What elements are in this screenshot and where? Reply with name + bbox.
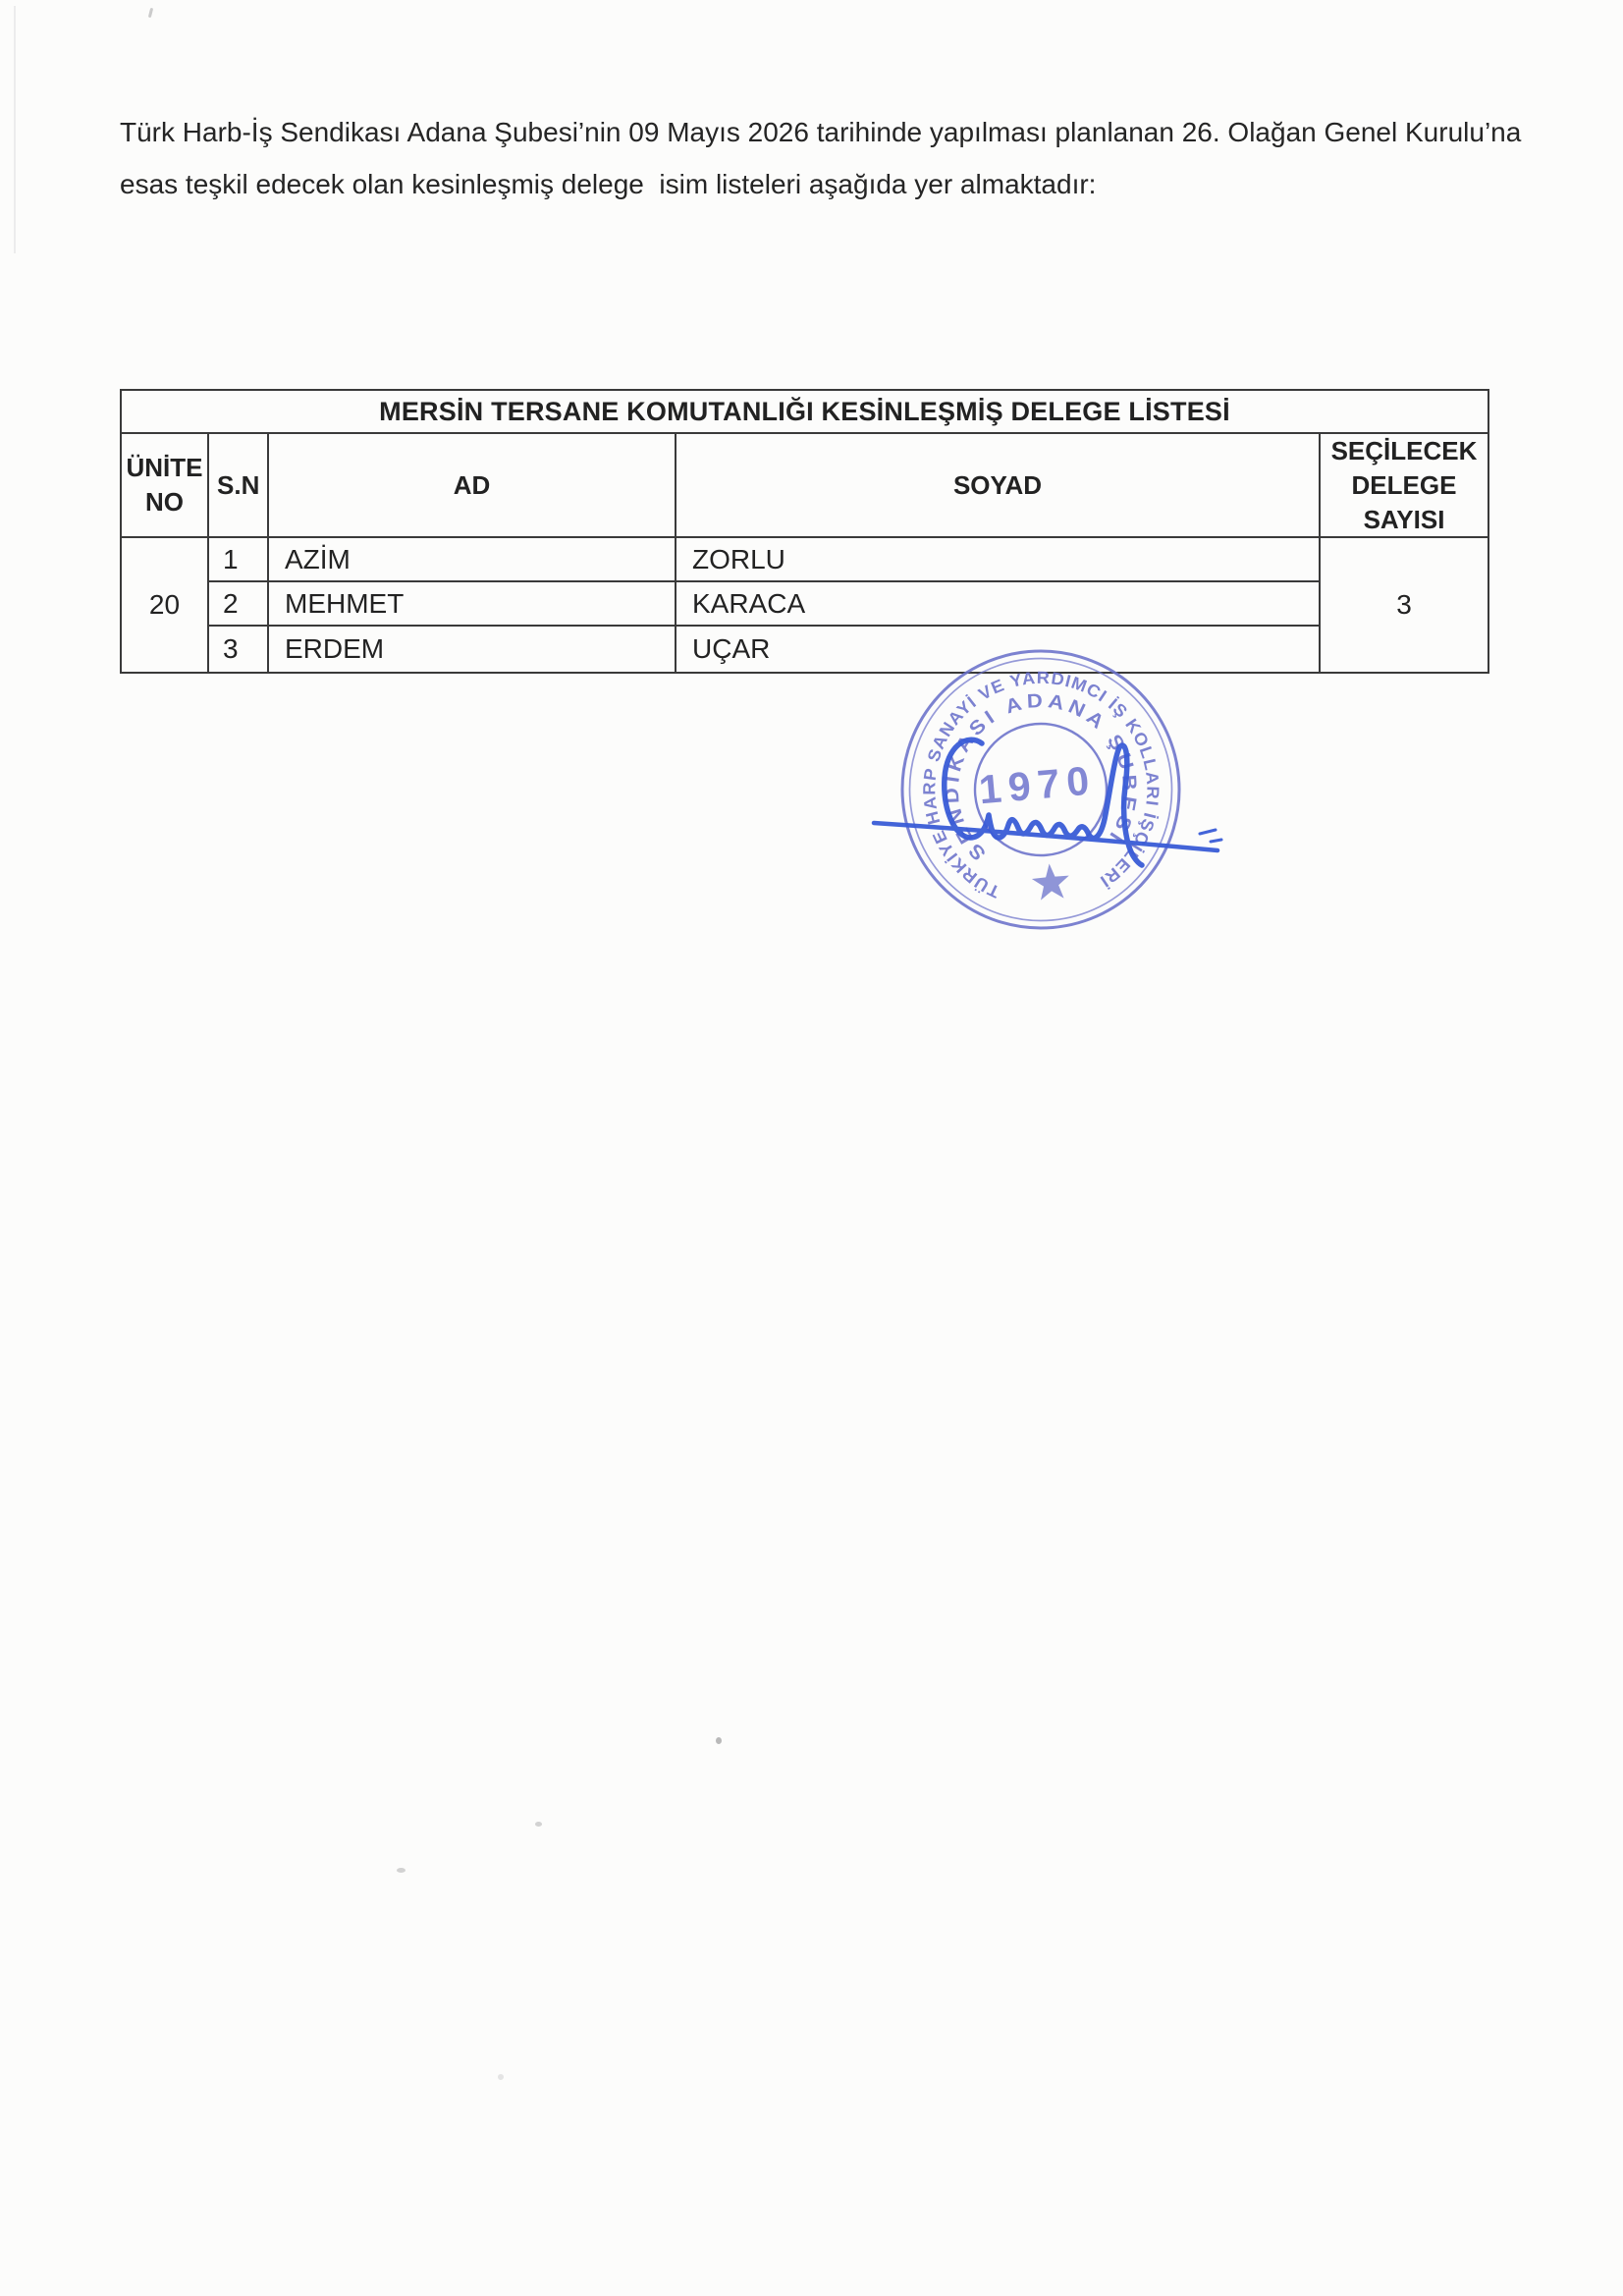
ad-cell: ERDEM [269, 627, 676, 672]
scan-speck [716, 1737, 722, 1744]
star-icon [1031, 862, 1071, 901]
column-header-ad: AD [269, 434, 676, 538]
scan-edge-shadow [14, 6, 16, 253]
sn-cell: 1 [209, 538, 269, 582]
sn-cell: 3 [209, 627, 269, 672]
stamp-year-text: 1970 [977, 757, 1098, 813]
table-title: MERSİN TERSANE KOMUTANLIĞI KESİNLEŞMİŞ DELEGE LİSTESİ [122, 391, 1488, 434]
round-stamp [891, 639, 1191, 940]
column-header-unite-no: ÜNİTE NO [122, 434, 209, 538]
intro-line-2: esas teşkil edecek olan kesinleşmiş delege isim listeleri aşağıda yer almaktadır: [120, 169, 1097, 199]
round-stamp-and-signature [835, 619, 1247, 953]
delegate-count-cell: 3 [1396, 589, 1412, 620]
column-header-soyad: SOYAD [676, 434, 1321, 538]
scan-speck [148, 8, 153, 18]
column-header-sn: S.N [209, 434, 269, 538]
scan-speck [535, 1822, 542, 1827]
soyad-cell: ZORLU [676, 538, 1321, 582]
delegate-table [120, 389, 1489, 674]
column-header-secilecek-delege-sayisi: SEÇİLECEK DELEGE SAYISI [1321, 434, 1488, 538]
stamp-inner-ring-text: SENDİKASI ADANA ŞUBESİ [941, 689, 1141, 865]
soyad-cell: KARACA [676, 582, 1321, 627]
sn-cell: 2 [209, 582, 269, 627]
ad-cell: MEHMET [269, 582, 676, 627]
intro-line-1: Türk Harb-İş Sendikası Adana Şubesi’nin 09 Mayıs 2026 tarihinde yapılması planlanan 26. Olağan Genel Kurulu’na [120, 117, 1522, 147]
unit-no-cell: 20 [122, 538, 209, 672]
ad-cell: AZİM [269, 538, 676, 582]
intro-paragraph [120, 106, 1553, 210]
soyad-cell: UÇAR [676, 627, 1321, 672]
scan-speck [397, 1868, 406, 1873]
stamp-ring-text: TÜRKİYE HARP SANAYİ VE YARDIMCI İŞ KOLLARI İŞÇİLERİ [919, 667, 1163, 902]
signature-end-dashes [1200, 830, 1221, 842]
scan-speck [498, 2074, 504, 2080]
